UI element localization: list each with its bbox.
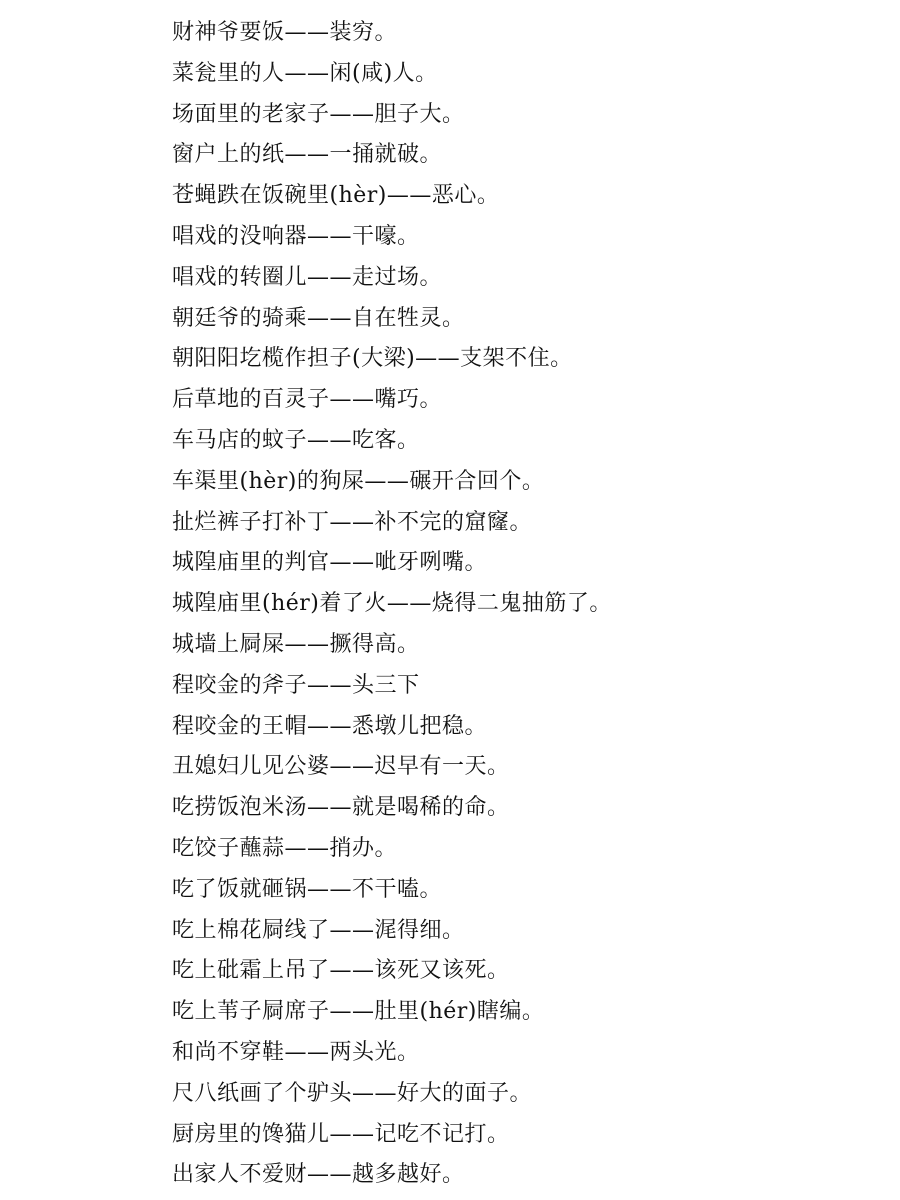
proverb-line: 车渠里(hèr)的狗屎——碾开合回个。 — [172, 468, 545, 494]
proverb-line: 和尚不穿鞋——两头光。 — [172, 1039, 420, 1065]
proverb-line: 吃饺子蘸蒜——捎办。 — [172, 835, 398, 861]
proverb-line: 唱戏的转圈儿——走过场。 — [172, 264, 443, 290]
proverb-line: 城隍庙里的判官——呲牙咧嘴。 — [172, 550, 488, 576]
proverb-line: 财神爷要饭——装穷。 — [172, 20, 398, 45]
proverb-line: 后草地的百灵子——嘴巧。 — [172, 387, 443, 413]
proverb-line: 吃上砒霜上吊了——该死又该死。 — [172, 958, 510, 984]
proverb-line: 吃捞饭泡米汤——就是喝稀的命。 — [172, 795, 510, 821]
proverb-line: 厨房里的馋猫儿——记吃不记打。 — [172, 1121, 510, 1147]
proverb-line: 场面里的老家子——胆子大。 — [172, 101, 465, 127]
proverb-line: 城隍庙里(hér)着了火——烧得二鬼抽筋了。 — [172, 591, 612, 617]
proverb-list — [172, 13, 612, 1196]
proverb-line: 车马店的蚊子——吃客。 — [172, 427, 420, 453]
proverb-line: 丑媳妇儿见公婆——迟早有一天。 — [172, 754, 510, 780]
proverb-line: 城墙上屙屎——撅得高。 — [172, 631, 420, 657]
proverb-line: 唱戏的没响器——干嚎。 — [172, 223, 420, 249]
proverb-line: 菜瓮里的人——闲(咸)人。 — [172, 60, 438, 86]
proverb-line: 窗户上的纸——一捅就破。 — [172, 142, 443, 168]
proverb-line: 朝阳阳圪榄作担子(大梁)——支架不住。 — [172, 346, 573, 372]
proverb-line: 朝廷爷的骑乘——自在牲灵。 — [172, 305, 465, 331]
proverb-line: 尺八纸画了个驴头——好大的面子。 — [172, 1080, 533, 1106]
proverb-line: 扯烂裤子打补丁——补不完的窟窿。 — [172, 509, 533, 535]
proverb-line: 吃上棉花屙线了——浘得细。 — [172, 917, 465, 943]
proverb-line: 吃了饭就砸锅——不干嗑。 — [172, 876, 443, 902]
proverb-line: 苍蝇跌在饭碗里(hèr)——恶心。 — [172, 183, 500, 209]
proverb-line: 程咬金的王帽——悉墩儿把稳。 — [172, 713, 488, 739]
proverb-line: 出家人不爱财——越多越好。 — [172, 1162, 465, 1188]
proverb-line: 程咬金的斧子——头三下 — [172, 672, 420, 698]
proverb-line: 吃上苇子屙席子——肚里(hér)瞎编。 — [172, 999, 545, 1025]
